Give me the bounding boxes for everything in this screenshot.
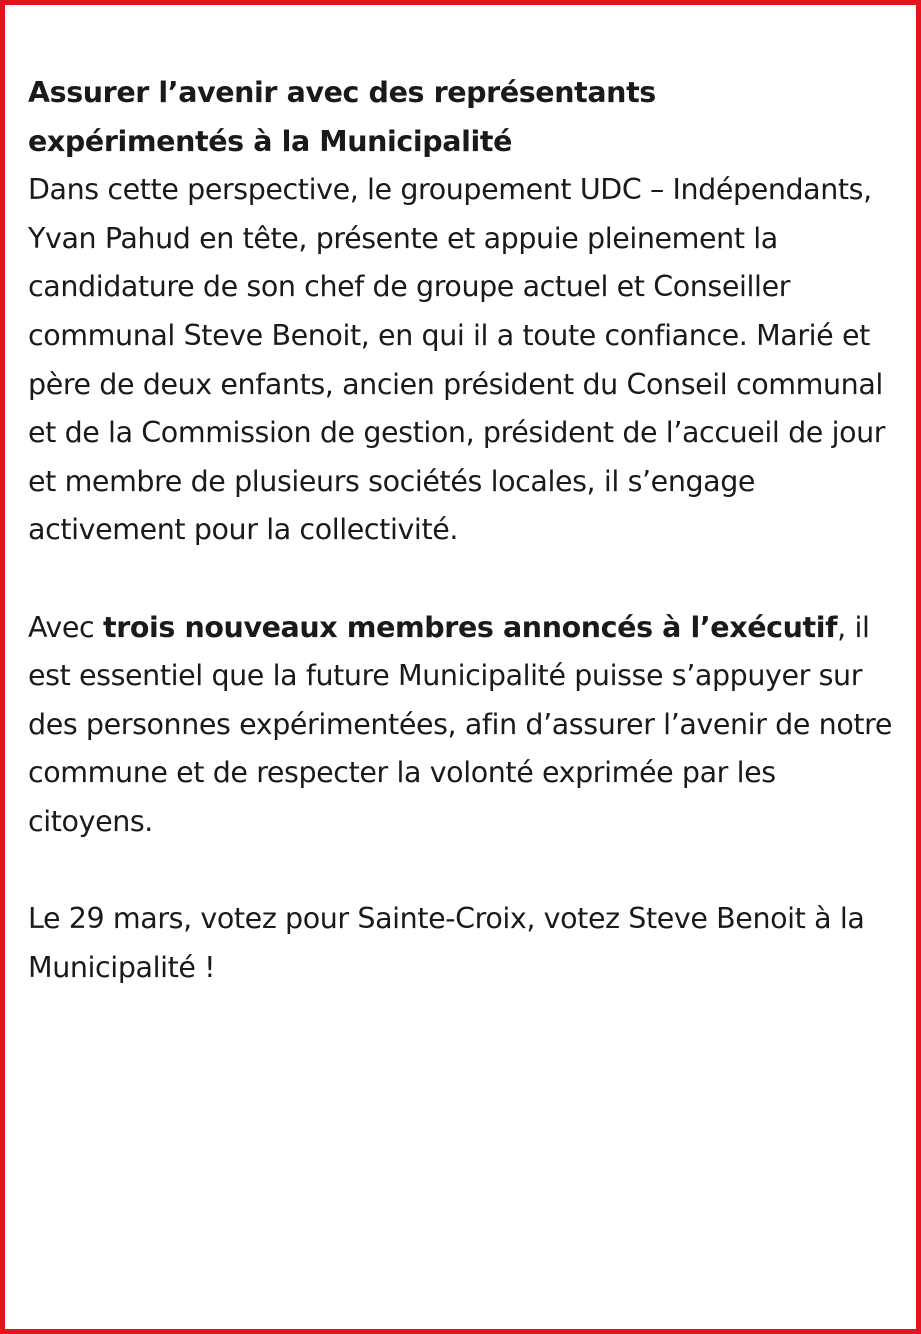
paragraph-spacer <box>28 555 908 604</box>
paragraph-experience-suffix: , il est essentiel que la future Municipalité puisse s’appuyer sur des personnes expérimentées, afin d’assurer l’avenir de notre commune et de respecter la volonté exprimée par les citoyens. <box>28 610 892 838</box>
paragraph-experience <box>28 604 908 847</box>
paragraph-candidate: Dans cette perspective, le groupement UDC – Indépendants, Yvan Pahud en tête, présente et appuie pleinement la candidature de son chef de groupe actuel et Conseiller communal Steve Benoit, en qui il a toute confiance. Marié et père de deux enfants, ancien président du Conseil communal et de la Commission de gestion, président de l’accueil de jour et membre de plusieurs sociétés locales, il s’engage activement pour la collectivité. <box>28 173 886 547</box>
paragraph-experience-emphasis: trois nouveaux membres annoncés à l’exécutif <box>102 610 838 644</box>
document-heading <box>28 69 908 166</box>
paragraph-spacer <box>28 847 908 896</box>
paragraph-call-to-vote: Le 29 mars, votez pour Sainte-Croix, votez Steve Benoit à la Municipalité ! <box>28 902 865 984</box>
heading-line-1: Assurer l’avenir avec des représentants <box>28 76 656 109</box>
paragraph-experience-prefix: Avec <box>28 610 103 644</box>
heading-line-2: expérimentés à la Municipalité <box>28 124 512 158</box>
document-body <box>28 69 908 992</box>
